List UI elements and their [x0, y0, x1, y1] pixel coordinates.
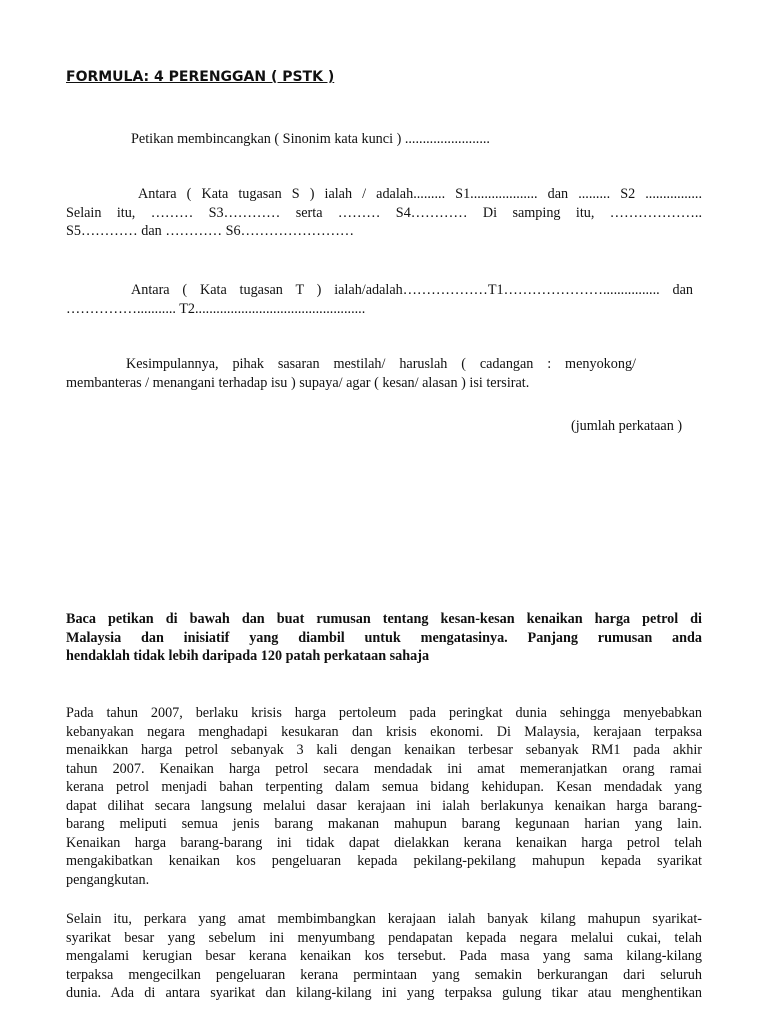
passage-p1-line-8: Kenaikan harga barang-barang ini tidak dapat dielakkan kerana kenaikan harga petrol telah: [66, 834, 702, 851]
passage-paragraph-2: [66, 910, 702, 1003]
formula-s-paragraph: [66, 185, 702, 241]
formula-p-line: Petikan membincangkan ( Sinonim kata kunci ) ........................: [131, 131, 490, 147]
question-paragraph: [66, 610, 702, 666]
formula-t-paragraph: [66, 281, 693, 318]
passage-p1-line-10: pengangkutan.: [66, 871, 150, 888]
passage-paragraph-1: [66, 704, 702, 889]
formula-s-line-3: S5………… dan ………… S6……………………: [66, 223, 355, 239]
passage-p2-line-1: Selain itu, perkara yang amat membimbangkan kerajaan ialah banyak kilang mahupun syarikat-: [66, 911, 702, 927]
question-line-1: Baca petikan di bawah dan buat rumusan tentang kesan-kesan kenaikan harga petrol di: [66, 611, 702, 627]
word-count-note: (jumlah perkataan ): [571, 418, 683, 434]
passage-p1-line-9: mengakibatkan kenaikan kos pengeluaran kepada pekilang-pekilang mahupun kepada syarikat: [66, 853, 702, 869]
question-line-2: Malaysia dan inisiatif yang diambil untuk mengatasinya. Panjang rumusan anda: [66, 629, 702, 646]
formula-heading: FORMULA: 4 PERENGGAN ( PSTK ): [66, 69, 335, 85]
formula-s-line-1: Antara ( Kata tugasan S ) ialah / adalah......... S1................... dan ......... S2 ................: [138, 186, 702, 202]
question-line-3: hendaklah tidak lebih daripada 120 patah perkataan sahaja: [66, 648, 430, 664]
formula-t-line-1: Antara ( Kata tugasan T ) ialah/adalah………………T1…………………................ dan: [131, 282, 693, 298]
passage-p2-line-3: mengalami kerugian besar kerana kenaikan kos tersebut. Pada masa yang sama kilang-kilang: [66, 948, 702, 964]
formula-s-line-2: Selain itu, ……… S3………… serta ……… S4………… Di samping itu, ………………..: [66, 204, 702, 221]
passage-p1-line-4: tahun 2007. Kenaikan harga petrol secara mendadak ini amat memeranjatkan orang ramai: [66, 760, 702, 777]
passage-p2-line-4: terpaksa mengecilkan pengeluaran kerana permintaan yang semakin berkurangan dari seluruh: [66, 966, 702, 983]
formula-k-line-2: membanteras / menangani terhadap isu ) supaya/ agar ( kesan/ alasan ) isi tersirat.: [66, 374, 530, 391]
passage-p2-line-5: dunia. Ada di antara syarikat dan kilang-kilang ini yang terpaksa gulung tikar atau menghentikan: [66, 985, 702, 1001]
passage-p1-line-7: barang meliputi semua jenis barang makanan mahupun barang kegunaan harian yang lain.: [66, 816, 702, 832]
passage-p1-line-6: dapat dilihat secara langsung melalui dasar kerajaan ini ialah berlakunya kenaikan harga barang-: [66, 797, 702, 814]
passage-p1-line-5: kerana petrol menjadi bahan terpenting dalam semua bidang kehidupan. Kesan mendadak yang: [66, 779, 702, 795]
passage-p1-line-1: Pada tahun 2007, berlaku krisis harga pertoleum pada peringkat dunia sehingga menyebabkan: [66, 705, 702, 721]
passage-p1-line-3: menaikkan harga petrol sebanyak 3 kali dengan kenaikan terbesar sebanyak RM1 pada akhir: [66, 742, 702, 758]
passage-p2-line-2: syarikat besar yang sebelum ini menyumbang pendapatan kepada negara melalui cukai, telah: [66, 929, 702, 946]
formula-t-line-2: ……………........... T2................................................: [66, 300, 366, 317]
formula-k-paragraph: [66, 355, 636, 392]
formula-k-line-1: Kesimpulannya, pihak sasaran mestilah/ haruslah ( cadangan : menyokong/: [126, 356, 636, 372]
passage-p1-line-2: kebanyakan negara menghadapi kesukaran dan krisis ekonomi. Di Malaysia, kerajaan terpaksa: [66, 723, 702, 740]
